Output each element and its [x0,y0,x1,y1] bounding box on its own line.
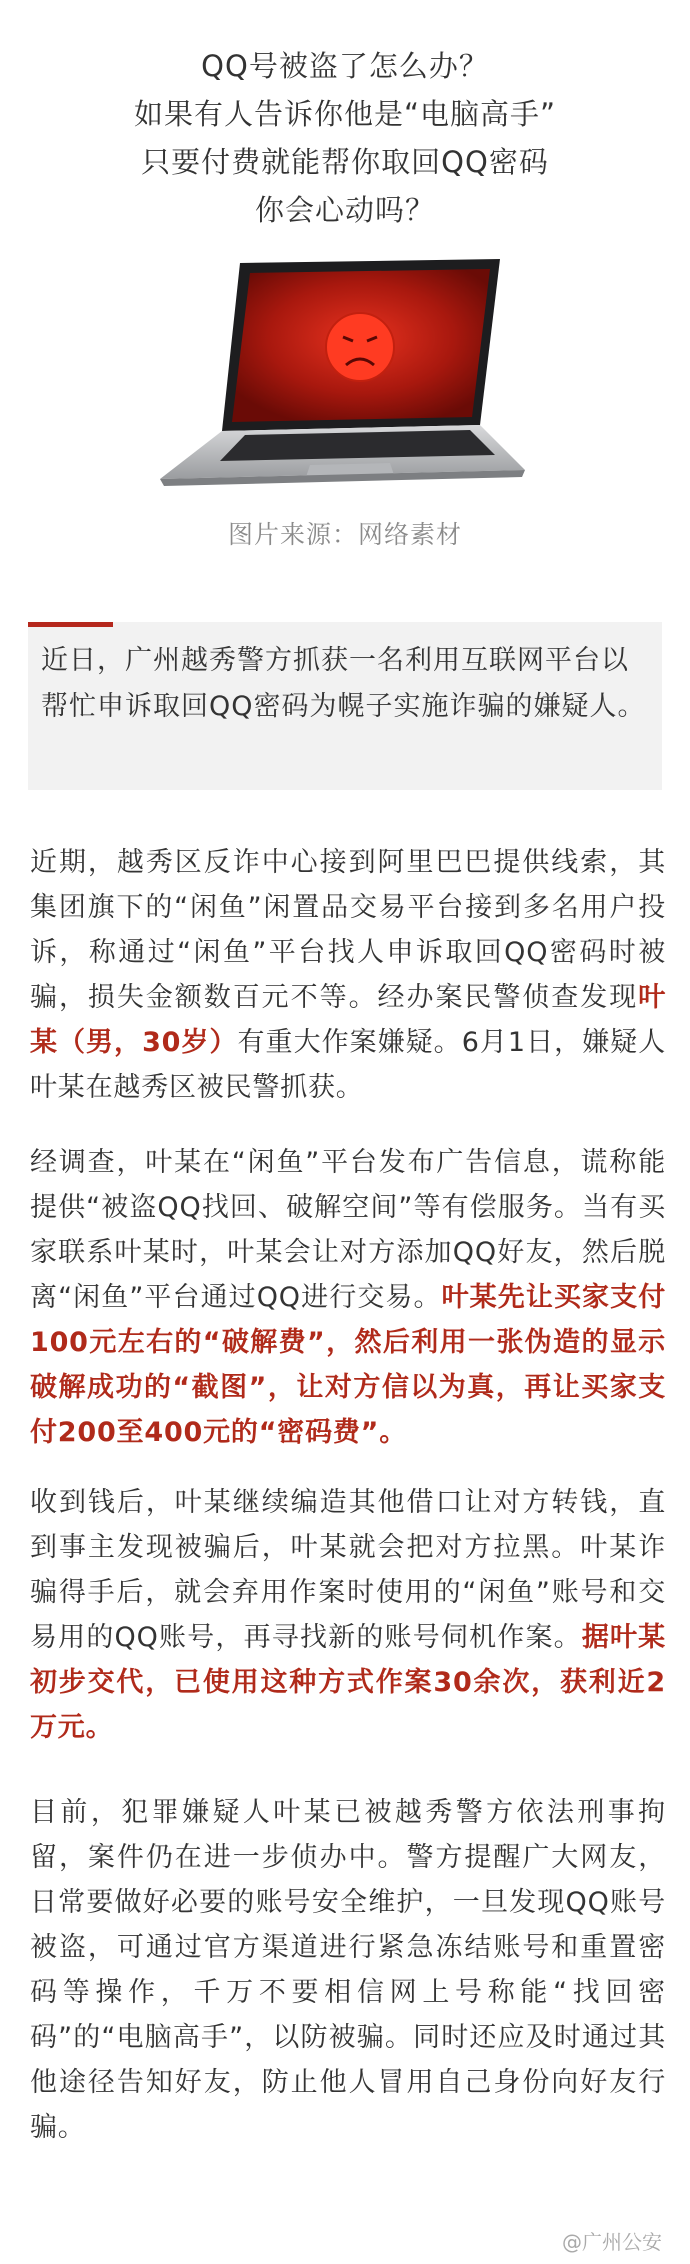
paragraph-3-highlight: 据叶某初步交代，已使用这种方式作案30余次，获利近2万元。 [30,1622,666,1743]
paragraph-3 [30,1480,666,1750]
intro-line: 如果有人告诉你他是“电脑高手” [133,97,557,131]
intro-line: QQ号被盗了怎么办？ [201,49,489,83]
paragraph-1-text-end: 有重大作案嫌疑。6月1日，嫌疑人叶某在越秀区被民警抓获。 [30,1027,667,1103]
paragraph-2 [30,1140,666,1455]
paragraph-1-text: 近期，越秀区反诈中心接到阿里巴巴提供线索，其集团旗下的“闲鱼”闲置品交易平台接到多名用户投诉，称通过“闲鱼”平台找人申诉取回QQ密码时被骗，损失金额数百元不等。经办案民警侦查发现 [30,847,666,1013]
watermark: @广州公安 [562,2230,662,2254]
paragraph-4: 目前，犯罪嫌疑人叶某已被越秀警方依法刑事拘留，案件仍在进一步侦办中。警方提醒广大网友，日常要做好必要的账号安全维护，一旦发现QQ账号被盗，可通过官方渠道进行紧急冻结账号和重置密码等操作，千万不要相信网上号称能“找回密码”的“电脑高手”，以防被骗。同时还应及时通过其他途径告知好友，防止他人冒用自己身份向好友行骗。 [30,1797,666,2143]
image-caption: 图片来源：网络素材 [227,520,462,549]
laptop-illustration [150,255,540,495]
quote-accent-bar [28,622,113,627]
paragraph-3-text: 收到钱后，叶某继续编造其他借口让对方转钱，直到事主发现被骗后，叶某就会把对方拉黑。叶某诈骗得手后，就会弃用作案时使用的“闲鱼”账号和交易用的QQ账号，再寻找新的账号伺机作案。 [30,1487,666,1653]
lead-quote-box [28,622,662,790]
intro-line: 只要付费就能帮你取回QQ密码 [141,145,549,179]
paragraph-1 [30,840,666,1110]
laptop-image [150,255,540,495]
paragraph-2-text: 经调查，叶某在“闲鱼”平台发布广告信息，谎称能提供“被盗QQ找回、破解空间”等有偿服务。当有买家联系叶某时，叶某会让对方添加QQ好友，然后脱离“闲鱼”平台通过QQ进行交易。 [30,1147,666,1313]
paragraph-1-highlight: 叶某（男，30岁） [30,982,666,1058]
intro-line: 你会心动吗？ [254,193,435,227]
lead-quote-text: 近日，广州越秀警方抓获一名利用互联网平台以帮忙申诉取回QQ密码为幌子实施诈骗的嫌疑人。 [41,645,646,722]
paragraph-2-highlight: 叶某先让买家支付100元左右的“破解费”，然后利用一张伪造的显示破解成功的“截图”，让对方信以为真，再让买家支付200至400元的“密码费”。 [30,1282,667,1448]
intro-block [0,42,690,234]
